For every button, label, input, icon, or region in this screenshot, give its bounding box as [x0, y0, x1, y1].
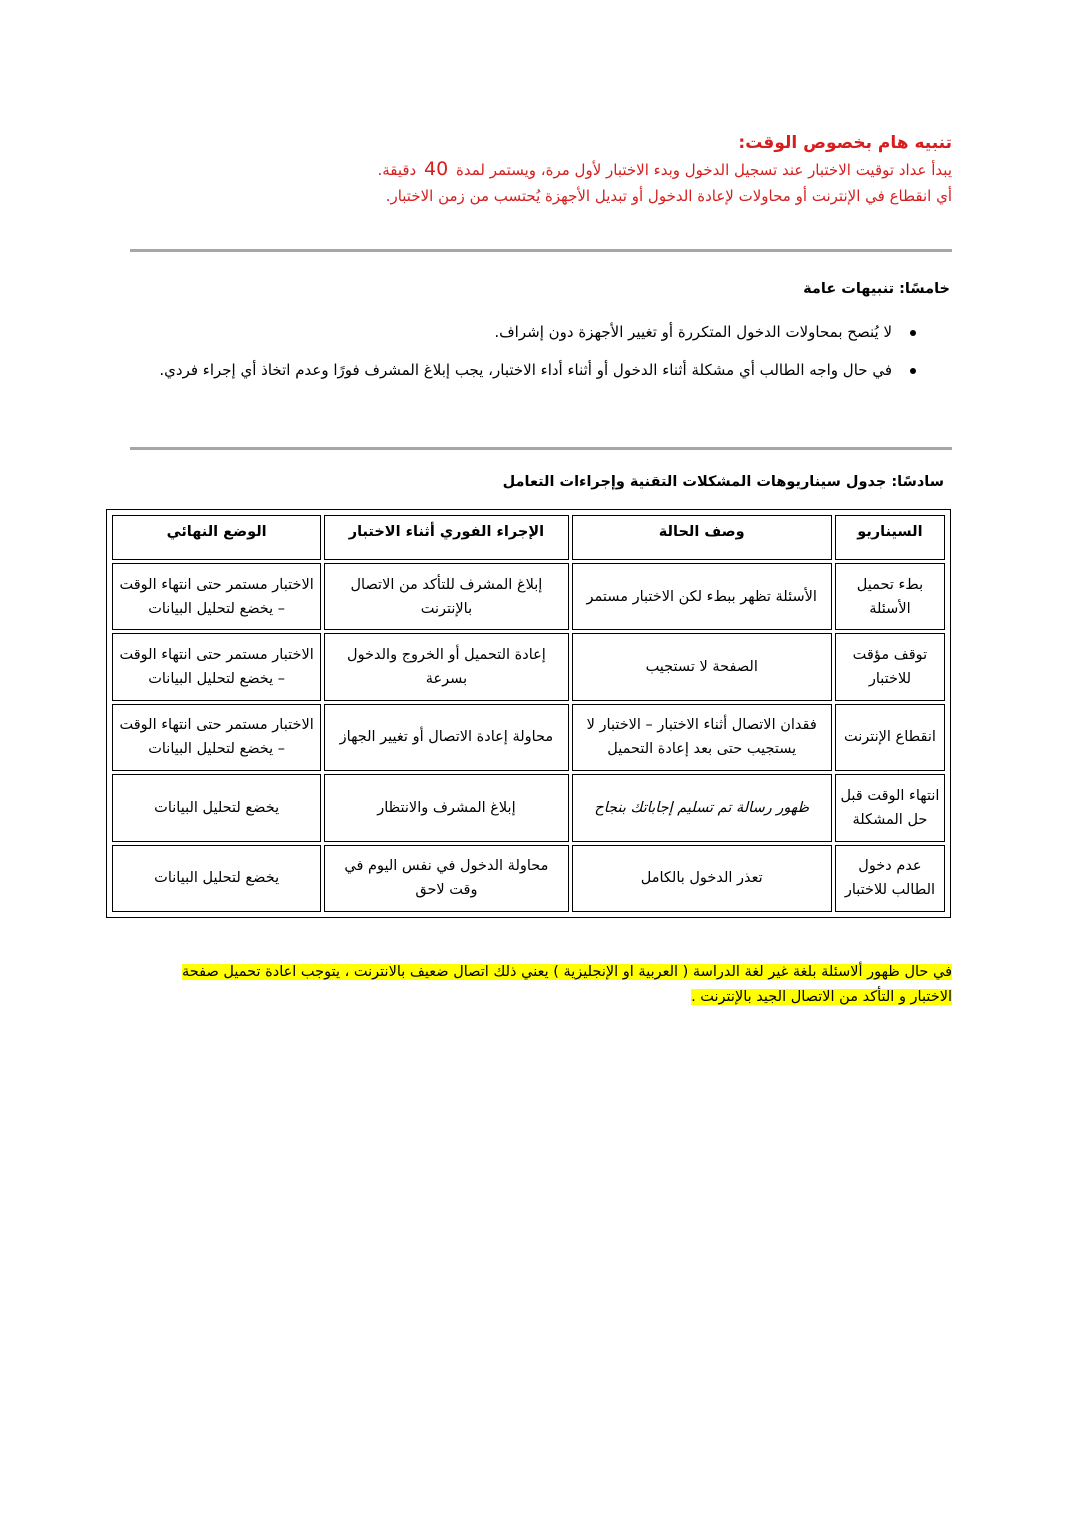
cell-final: الاختبار مستمر حتى انتهاء الوقت – يخضع لتحليل البيانات — [112, 633, 321, 700]
table-row — [112, 845, 945, 912]
table-row — [112, 704, 945, 771]
time-notice — [122, 130, 952, 209]
cell-action: محاولة الدخول في نفس اليوم في وقت لاحق — [324, 845, 568, 912]
time-notice-line-1-end: دقيقة. — [377, 161, 417, 179]
time-notice-title: تنبيه هام بخصوص الوقت: — [738, 133, 952, 153]
cell-scenario: بطء تحميل الأسئلة — [835, 563, 945, 630]
table-row — [112, 563, 945, 630]
cell-scenario: توقف مؤقت للاختبار — [835, 633, 945, 700]
cell-final: الاختبار مستمر حتى انتهاء الوقت – يخضع لتحليل البيانات — [112, 704, 321, 771]
list-item: لا يُنصح بمحاولات الدخول المتكررة أو تغيير الأجهزة دون إشراف. — [132, 318, 892, 346]
table-row — [112, 633, 945, 700]
cell-action: إبلاغ المشرف والانتظار — [324, 774, 568, 841]
cell-description: الأسئلة تظهر ببطء لكن الاختبار مستمر — [572, 563, 832, 630]
divider — [130, 447, 952, 450]
scenarios-table-frame — [106, 509, 951, 918]
cell-scenario: عدم دخول الطالب للاختبار — [835, 845, 945, 912]
time-notice-line-1 — [122, 156, 952, 183]
cell-action: إعادة التحميل أو الخروج والدخول بسرعة — [324, 633, 568, 700]
time-notice-line-1-start: يبدأ عداد توقيت الاختبار عند تسجيل الدخول وبدء الاختبار لأول مرة، ويستمر لمدة — [455, 161, 952, 179]
cell-description: الصفحة لا تستجيب — [572, 633, 832, 700]
general-notes-list — [132, 318, 920, 396]
highlighted-note — [146, 960, 952, 1010]
cell-action: محاولة إعادة الاتصال أو تغيير الجهاز — [324, 704, 568, 771]
header-description: وصف الحالة — [572, 515, 832, 560]
scenarios-table — [109, 512, 948, 915]
cell-description: ظهور رسالة تم تسليم إجاباتك بنجاح — [572, 774, 832, 841]
cell-final: الاختبار مستمر حتى انتهاء الوقت – يخضع لتحليل البيانات — [112, 563, 321, 630]
header-scenario: السيناريو — [835, 515, 945, 560]
section-5-heading: خامسًا: تنبيهات عامة — [803, 281, 950, 297]
header-immediate-action: الإجراء الفوري أثناء الاختبار — [324, 515, 568, 560]
section-6-heading: سادسًا: جدول سيناريوهات المشكلات التقنية وإجراءات التعامل — [502, 474, 944, 490]
test-duration-number: 40 — [424, 158, 449, 180]
cell-final: يخضع لتحليل البيانات — [112, 774, 321, 841]
cell-scenario: انقطاع الإنترنت — [835, 704, 945, 771]
highlighted-note-text: في حال ظهور ألاسئلة بلغة غير لغة الدراسة ( العربية او الإنجليزية ) يعني ذلك اتصال ضعيف بالانترنت ، يتوجب اعادة تحميل صفحة الاختبار و التأكد من الاتصال الجيد بالإنترنت . — [182, 964, 952, 1005]
list-item: في حال واجه الطالب أي مشكلة أثناء الدخول أو أثناء أداء الاختبار، يجب إبلاغ المشرف فورًا وعدم اتخاذ أي إجراء فردي. — [132, 356, 892, 384]
divider — [130, 249, 952, 252]
time-notice-line-2: أي انقطاع في الإنترنت أو محاولات لإعادة الدخول أو تبديل الأجهزة يُحتسب من زمن الاختبار. — [385, 187, 952, 205]
table-header-row — [112, 515, 945, 560]
cell-final: يخضع لتحليل البيانات — [112, 845, 321, 912]
cell-scenario: انتهاء الوقت قبل حل المشكلة — [835, 774, 945, 841]
cell-description: تعذر الدخول بالكامل — [572, 845, 832, 912]
cell-action: إبلاغ المشرف للتأكد من الاتصال بالإنترنت — [324, 563, 568, 630]
table-row — [112, 774, 945, 841]
header-final-status: الوضع النهائي — [112, 515, 321, 560]
cell-description: فقدان الاتصال أثناء الاختبار – الاختبار لا يستجيب حتى بعد إعادة التحميل — [572, 704, 832, 771]
